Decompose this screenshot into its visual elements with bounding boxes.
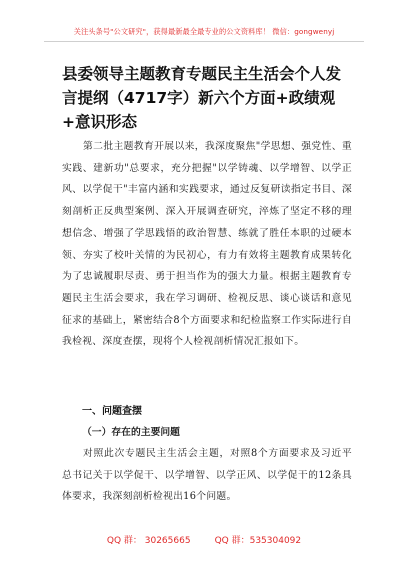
section-heading-problems: 一、问题查摆 bbox=[82, 406, 142, 417]
footer-contact bbox=[0, 533, 408, 546]
footer-qq-group-2: QQ 群：535304092 bbox=[214, 536, 302, 546]
header-banner: 关注头条号"公文研究"，获得最新最全最专业的公文资料库！ 微信：gongwenyj bbox=[73, 27, 335, 36]
document-title: 县委领导主题教育专题民主生活会个人发言提纲（4717字）新六个方面+政绩观+意识形态 bbox=[62, 65, 342, 131]
paragraph-problems: 对照此次专题民主生活会主题，对照8个方面要求及习近平总书记关于以学促干、以学增智、以学正风、以学促干的12条具体要求，我深刻剖析检视出16个问题。 bbox=[62, 448, 352, 503]
header-divider bbox=[44, 41, 364, 42]
paragraph-intro: 第二批主题教育开展以来，我深度聚焦"学思想、强党性、重实践、建新功"总要求，充分把握"以学铸魂、以学增智、以学正风、以学促干"丰富内涵和实践要求，通过反复研读指定书目、深刻剖析正反典型案例、深入开展调查研究，淬炼了坚定不移的理想信念、增强了学思践悟的政治智慧、练就了胜任本职的过硬本领、夯实了校叶关情的为民初心，有力有效将主题教育成果转化为了忠诚履职尽责、勇于担当作为的强大力量。根据主题教育专题民主生活会要求，我在学习调研、检视反思、谈心谈话和意见征求的基础上，紧密结合8个方面要求和纪检监察工作实际进行自我检视、深度查摆，现将个人检视剖析情况汇报如下。 bbox=[62, 141, 352, 348]
subsection-heading-main-problems: （一）存在的主要问题 bbox=[82, 427, 180, 438]
footer-qq-group-1: QQ 群： 30265665 bbox=[106, 536, 191, 546]
